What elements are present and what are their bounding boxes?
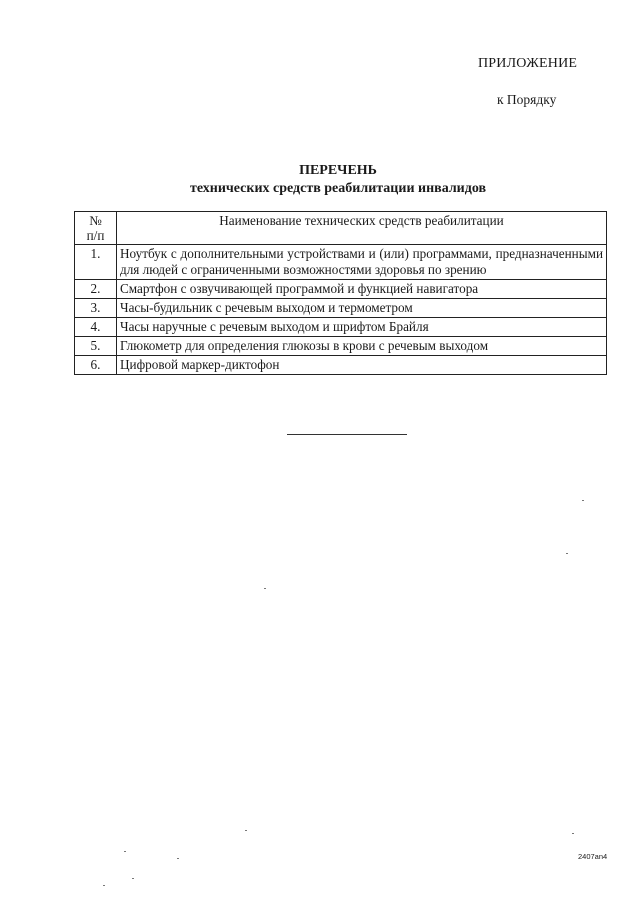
row-name: Глюкометр для определения глюкозы в крови с речевым выходом bbox=[117, 337, 607, 356]
row-number: 1. bbox=[75, 245, 117, 280]
scan-speck bbox=[103, 885, 105, 886]
scan-speck bbox=[572, 833, 574, 834]
scan-speck bbox=[582, 500, 584, 501]
table-row bbox=[75, 318, 607, 337]
scan-speck bbox=[245, 830, 247, 831]
header-number-symbol: № bbox=[89, 213, 102, 228]
appendix-title: ПРИЛОЖЕНИЕ bbox=[478, 56, 578, 71]
row-number: 4. bbox=[75, 318, 117, 337]
end-of-list-divider bbox=[287, 434, 407, 435]
row-name: Часы-будильник с речевым выходом и термометром bbox=[117, 299, 607, 318]
header-number-column bbox=[75, 212, 117, 245]
scan-speck bbox=[177, 858, 179, 859]
row-number: 3. bbox=[75, 299, 117, 318]
scan-speck bbox=[566, 553, 568, 554]
table-row bbox=[75, 356, 607, 375]
title-line-2: технических средств реабилитации инвалидов bbox=[189, 181, 487, 196]
table-row bbox=[75, 280, 607, 299]
row-number: 5. bbox=[75, 337, 117, 356]
row-name: Смартфон с озвучивающей программой и функцией навигатора bbox=[117, 280, 607, 299]
table-header-row bbox=[75, 212, 607, 245]
table-row bbox=[75, 299, 607, 318]
header-number-abbrev: п/п bbox=[86, 228, 105, 243]
title-line-1: ПЕРЕЧЕНЬ bbox=[299, 163, 377, 178]
table-row bbox=[75, 337, 607, 356]
table-row bbox=[75, 245, 607, 280]
scan-speck bbox=[264, 588, 266, 589]
scan-speck bbox=[124, 851, 126, 852]
row-number: 2. bbox=[75, 280, 117, 299]
row-name: Часы наручные с речевым выходом и шрифтом Брайля bbox=[117, 318, 607, 337]
rehabilitation-means-table bbox=[74, 211, 607, 375]
scan-speck bbox=[132, 878, 134, 879]
row-name: Цифровой маркер-диктофон bbox=[117, 356, 607, 375]
header-name-column: Наименование технических средств реабилитации bbox=[117, 212, 607, 245]
document-title bbox=[0, 162, 640, 198]
row-number: 6. bbox=[75, 356, 117, 375]
document-code: 2407an4 bbox=[578, 852, 608, 861]
appendix-reference: к Порядку bbox=[497, 92, 557, 107]
row-name: Ноутбук с дополнительными устройствами и (или) программами, предназначенными для людей с ограниченными возможностями здоровья по зрению bbox=[117, 245, 607, 280]
